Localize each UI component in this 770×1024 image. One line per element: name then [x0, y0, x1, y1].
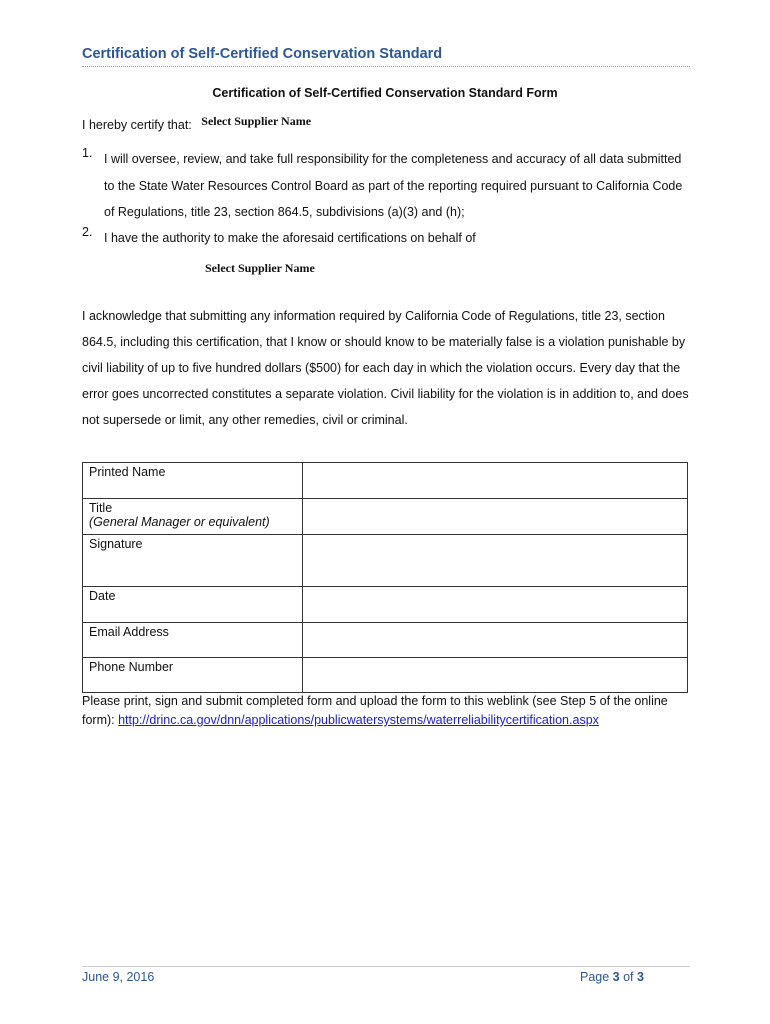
page-current: 3 [612, 970, 620, 984]
certify-line [82, 114, 312, 133]
supplier-select-2[interactable]: Select Supplier Name [205, 261, 315, 275]
footer-date: June 9, 2016 [82, 970, 155, 984]
phone-field[interactable] [303, 658, 688, 693]
supplier-select-1[interactable]: Select Supplier Name [201, 114, 312, 128]
title-label-text: Title [89, 501, 113, 515]
table-row [83, 658, 688, 693]
item-text: I have the authority to make the aforesaid certifications on behalf of [104, 231, 476, 245]
footer-divider [82, 966, 690, 967]
item-number: 1. [82, 146, 93, 160]
table-row [83, 499, 688, 535]
table-row [83, 535, 688, 587]
acknowledgement-paragraph: I acknowledge that submitting any information required by California Code of Regulations, title 23, section 864.5, including this certification, that I know or should know to be materially false is a violation punishable by civil liability of up to five hundred dollars ($500) for each day in which the violation occurs. Every day that the error goes uncorrected constitutes a separate violation. Civil liability for the violation is in addition to, and does not supersede or limit, any other remedies, civil or criminal. [82, 309, 689, 427]
printed-name-label: Printed Name [83, 463, 303, 499]
form-title: Certification of Self-Certified Conservation Standard Form [212, 86, 558, 100]
table-row [83, 623, 688, 658]
page-of: of [619, 970, 637, 984]
upload-weblink[interactable]: http://drinc.ca.gov/dnn/applications/publicwatersystems/waterreliabilitycertification.aspx [118, 713, 599, 727]
certify-lead-text: I hereby certify that: [82, 118, 192, 132]
table-row [83, 463, 688, 499]
page-header-title: Certification of Self-Certified Conservation Standard [82, 46, 443, 62]
instructions-text: Please print, sign and submit completed form and upload the form to this weblink (see Step 5 of the online form): [82, 694, 668, 727]
page-total: 3 [637, 970, 644, 984]
title-field[interactable] [303, 499, 688, 535]
item-number: 2. [82, 225, 93, 239]
printed-name-field[interactable] [303, 463, 688, 499]
submission-instructions [82, 692, 692, 730]
email-label: Email Address [83, 623, 303, 658]
header-divider [82, 66, 690, 67]
certification-item-1 [82, 146, 692, 226]
signature-label: Signature [83, 535, 303, 587]
signature-field[interactable] [303, 535, 688, 587]
footer-page-number [580, 970, 644, 984]
item-text: I will oversee, review, and take full responsibility for the completeness and accuracy of all data submitted to the State Water Resources Control Board as part of the reporting required pursuant to California Code of Regulations, title 23, section 864.5, subdivisions (a)(3) and (h); [104, 152, 683, 219]
certification-item-2 [82, 225, 692, 252]
date-field[interactable] [303, 587, 688, 623]
phone-label: Phone Number [83, 658, 303, 693]
signature-table [82, 462, 688, 693]
email-field[interactable] [303, 623, 688, 658]
page-word: Page [580, 970, 613, 984]
table-row [83, 587, 688, 623]
title-note: (General Manager or equivalent) [89, 515, 270, 529]
date-label: Date [83, 587, 303, 623]
title-label [83, 499, 303, 535]
